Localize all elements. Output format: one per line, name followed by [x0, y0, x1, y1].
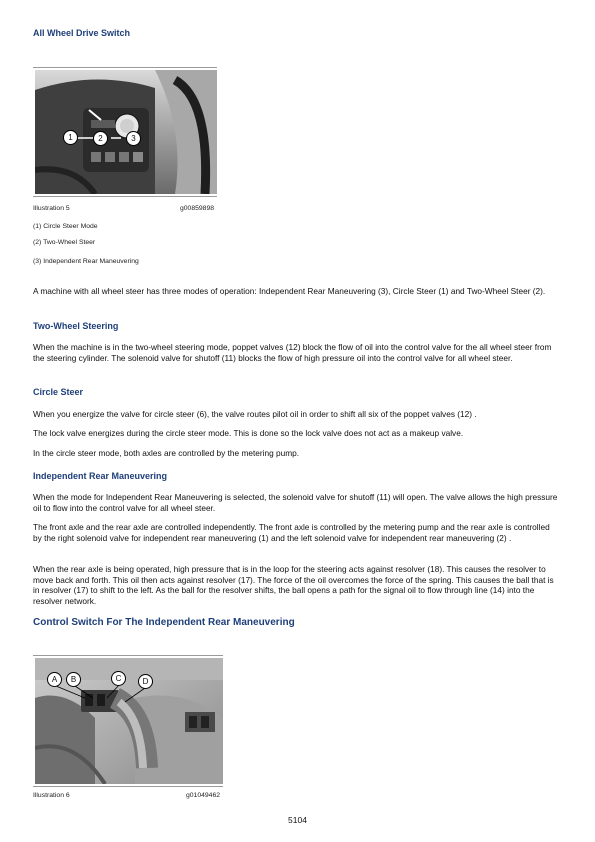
- callout-a: A: [47, 672, 62, 687]
- intro-paragraph: A machine with all wheel steer has three modes of operation: Independent Rear Maneuvering (3), Circle Steer (1) and Two-Wheel Steer (2).: [33, 286, 546, 296]
- heading-control-switch: Control Switch For The Independent Rear Maneuvering: [33, 617, 295, 628]
- callout-2: 2: [93, 131, 108, 146]
- figure-top-rule: [33, 655, 223, 656]
- heading-circle-steer: Circle Steer: [33, 387, 84, 397]
- page-number: 5104: [288, 815, 307, 825]
- callout-c: C: [111, 671, 126, 686]
- illustration-6-photo: [35, 658, 223, 784]
- callout-d: D: [138, 674, 153, 689]
- figure-bottom-rule: [33, 786, 223, 787]
- callout-b: B: [66, 672, 81, 687]
- figure-top-rule: [33, 67, 217, 68]
- paragraph: When the machine is in the two-wheel steering mode, poppet valves (12) block the flow of oil into the control valve for the all wheel steer from the steering cylinder. The solenoid valve for shutoff (11) blocks the flow of high pressure oil into the control valve for all wheel steer.: [33, 342, 552, 363]
- legend-item: (2) Two-Wheel Steer: [33, 239, 96, 246]
- illustration-5-label: Illustration 5: [33, 205, 70, 212]
- paragraph: In the circle steer mode, both axles are controlled by the metering pump.: [33, 448, 300, 458]
- illustration-6-code: g01049462: [186, 792, 221, 799]
- paragraph: When the mode for Independent Rear Maneuvering is selected, the solenoid valve for shutoff (11) will open. The valve allows the high pressure oil to flow into the control valve for all wheel steer.: [33, 492, 558, 513]
- figure-bottom-rule: [33, 196, 217, 197]
- legend-item: (1) Circle Steer Mode: [33, 223, 98, 230]
- illustration-6-label: Illustration 6: [33, 792, 70, 799]
- section-title: All Wheel Drive Switch: [33, 28, 131, 38]
- paragraph: When you energize the valve for circle steer (6), the valve routes pilot oil in order to shift all six of the poppet valves (12) .: [33, 409, 477, 419]
- illustration-5-code: g00859898: [180, 205, 215, 212]
- paragraph: When the rear axle is being operated, high pressure that is in the loop for the steering acts against resolver (18). This causes the resolver to move back and forth. This oil then acts against resolver (17). The force of the oil overcomes the force of the spring. This causes the ball that is in resolver (17) to shift to the left. As the ball for the resolver shifts, the ball opens a path for the signal oil to flow through line (14) into the resolver network.: [33, 564, 554, 606]
- legend-item: (3) Independent Rear Maneuvering: [33, 258, 139, 265]
- illustration-5-photo: [35, 70, 217, 194]
- paragraph: The lock valve energizes during the circle steer mode. This is done so the lock valve does not act as a makeup valve.: [33, 428, 464, 438]
- heading-independent-rear-maneuvering: Independent Rear Maneuvering: [33, 471, 168, 481]
- callout-1: 1: [63, 130, 78, 145]
- callout-3: 3: [126, 131, 141, 146]
- heading-two-wheel-steering: Two-Wheel Steering: [33, 321, 119, 331]
- paragraph: The front axle and the rear axle are controlled independently. The front axle is controlled by the metering pump and the rear axle is controlled by the right solenoid valve for independent rear maneuvering (1) and the left solenoid valve for independent rear maneuvering (2) .: [33, 522, 550, 543]
